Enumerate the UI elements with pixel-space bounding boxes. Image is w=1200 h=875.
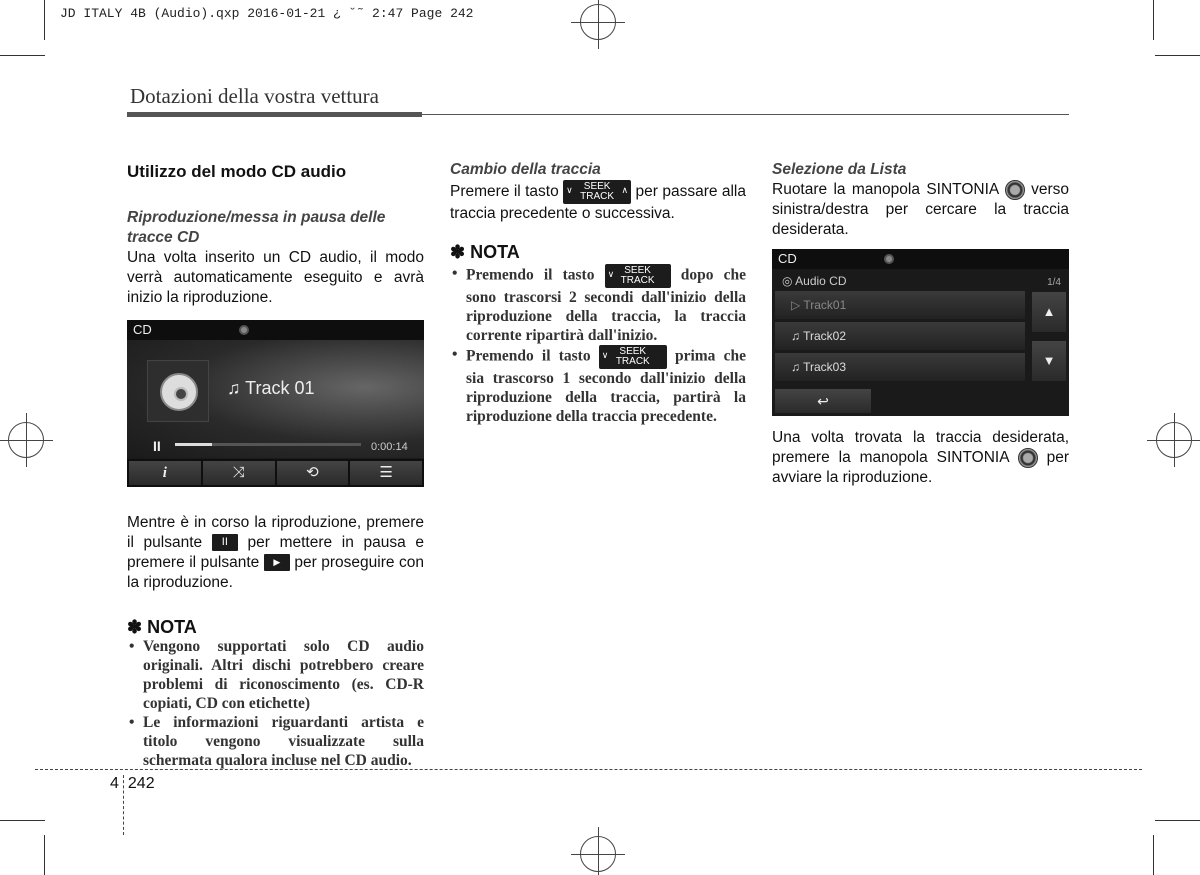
tune-knob-icon (1018, 448, 1038, 468)
album-art (147, 360, 209, 422)
scroll-up-button[interactable]: ▲ (1032, 292, 1066, 332)
crop-mark (1153, 0, 1154, 40)
cd-player-screen (127, 320, 424, 487)
playback-subheading: Riproduzione/messa in pausa delle tracce CD (127, 209, 386, 246)
chapter-number: 4 (110, 775, 119, 792)
tune-knob-icon (1005, 180, 1025, 200)
progress-fill (175, 443, 212, 446)
print-header: JD ITALY 4B (Audio).qxp 2016-01-21 ¿ ˘˜ 2:47 Page 242 (60, 6, 474, 21)
cd-audio-heading: Utilizzo del modo CD audio (127, 162, 347, 181)
nota-item: • Premendo il tasto ∨ SEEK TRACK dopo che sono trascorsi 2 secondi dall'inizio della riproduzione della traccia, la traccia corrente ripartirà dall'inizio. (450, 264, 746, 345)
list-selection-paragraph: Ruotare la manopola SINTONIA verso sinistra/destra per cercare la traccia desiderata. (772, 181, 1070, 239)
nota-item: • Vengono supportati solo CD audio originali. Altri dischi potrebbero creare problemi di riconoscimento (es. CD-R copiati, CD con etichette) (127, 637, 424, 713)
crop-mark (1155, 55, 1200, 56)
nota-list (127, 637, 424, 770)
pause-button-icon: II (212, 534, 238, 551)
player-stage (127, 340, 424, 458)
column-2 (450, 160, 746, 426)
crop-mark (44, 0, 45, 40)
column-1 (127, 160, 424, 770)
repeat-button[interactable]: ⟲ (277, 461, 349, 485)
play-button-icon: ▶ (264, 554, 290, 571)
screen-top-label: CD (127, 320, 424, 340)
footer-rule (35, 769, 1142, 770)
back-button[interactable]: ↩ (775, 389, 871, 413)
nota-list (450, 264, 746, 426)
registration-mark-icon (580, 4, 616, 40)
track-title: ♫ Track 01 (227, 378, 315, 398)
shuffle-button[interactable]: ⤨ (203, 461, 275, 485)
track-change-subheading: Cambio della traccia (450, 161, 601, 178)
nota-item: • Le informazioni riguardanti artista e titolo vengono visualizzate sulla schermata qualora incluse nel CD audio. (127, 713, 424, 770)
progress-bar (175, 443, 361, 446)
screen-top-label: CD (772, 249, 1069, 269)
info-button[interactable]: i (129, 461, 201, 485)
column-3 (772, 160, 1069, 488)
list-page-indicator: 1/4 (1047, 277, 1061, 289)
cd-list-screen (772, 249, 1069, 416)
pause-icon[interactable]: II (153, 438, 161, 454)
track-change-paragraph: Premere il tasto ∨ SEEK TRACK ∧ per passare alla traccia precedente o successiva. (450, 181, 746, 222)
registration-mark-icon (1156, 422, 1192, 458)
seek-track-button-icon: ∨ SEEK TRACK (605, 264, 671, 288)
seek-track-button-icon: ∨ SEEK TRACK ∧ (563, 180, 631, 204)
crop-mark (44, 835, 45, 875)
list-item[interactable]: ♫ Track02 (775, 322, 1025, 350)
seek-track-button-icon: ∨ SEEK TRACK (599, 345, 667, 369)
list-button[interactable]: ☰ (350, 461, 422, 485)
registration-mark-icon (580, 836, 616, 872)
nota-title: ✽ NOTA (127, 617, 197, 637)
disc-indicator-icon (239, 325, 249, 335)
crop-mark (0, 820, 45, 821)
section-title: Dotazioni della vostra vettura (130, 84, 379, 108)
list-item[interactable]: ▷ Track01 (775, 291, 1025, 319)
list-header: ◎ Audio CD (782, 274, 847, 289)
nota-item: • Premendo il tasto ∨ SEEK TRACK prima che sia trascorso 1 secondo dall'inizio della riproduzione della traccia, partirà la riproduzione della traccia precedente. (450, 345, 746, 426)
scroll-down-button[interactable]: ▼ (1032, 341, 1066, 381)
screen-button-row (127, 459, 424, 487)
list-item[interactable]: ♫ Track03 (775, 353, 1025, 381)
crop-mark (1153, 835, 1154, 875)
page-number (110, 775, 155, 835)
list-selection-subheading: Selezione da Lista (772, 161, 907, 178)
elapsed-time: 0:00:14 (371, 441, 408, 453)
confirm-paragraph: Una volta trovata la traccia desiderata, premere la manopola SINTONIA per avviare la riproduzione. (772, 429, 1069, 487)
intro-paragraph: Una volta inserito un CD audio, il modo verrà automaticamente eseguito e avrà inizio la riproduzione. (127, 249, 424, 306)
disc-icon (160, 373, 198, 411)
crop-mark (1155, 820, 1200, 821)
pause-paragraph: Mentre è in corso la riproduzione, premere il pulsante II per mettere in pausa e premere il pulsante ▶ per proseguire con la riproduzione. (127, 514, 425, 591)
crop-mark (0, 55, 45, 56)
title-rule (127, 112, 1069, 117)
registration-mark-icon (8, 422, 44, 458)
page-value: 242 (127, 775, 155, 792)
nota-title: ✽ NOTA (450, 242, 520, 262)
